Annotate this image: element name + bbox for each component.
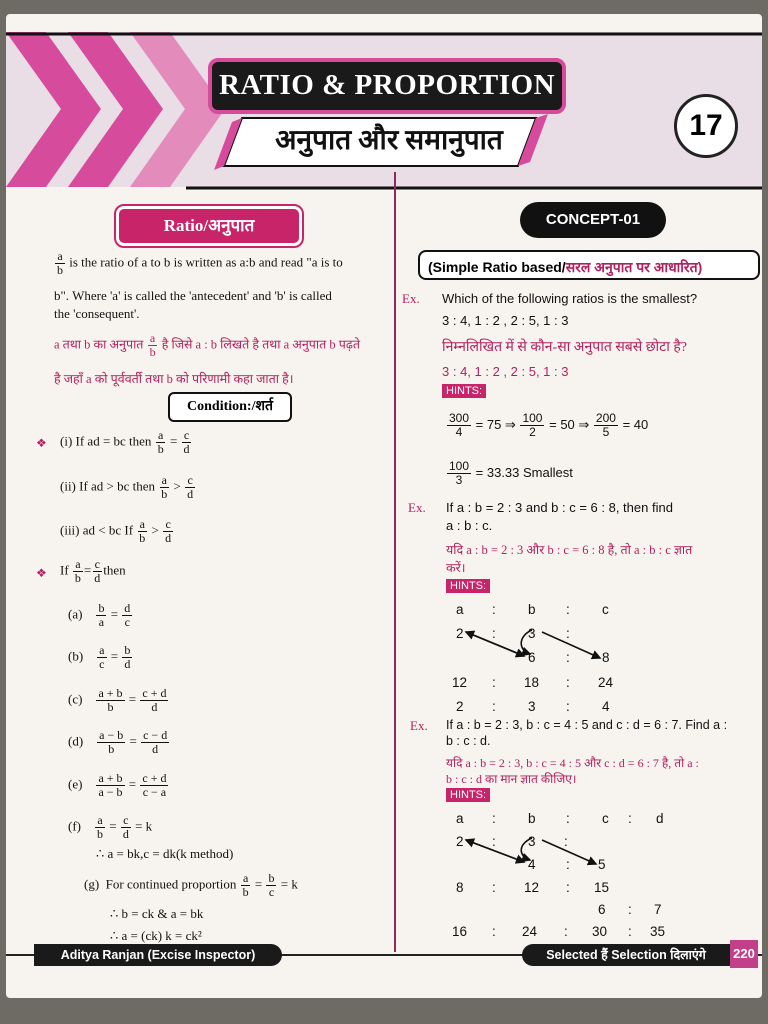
- example-label: Ex.: [402, 291, 420, 306]
- example-label: Ex.: [410, 718, 428, 733]
- hindi-line-1: a तथा b का अनुपात $\frac{a}{b}$ है जिसे a : b लिखते है तथा a अनुपात b पढ़ते: [54, 331, 360, 359]
- q3-question-line-2: b : c : d.: [446, 734, 491, 748]
- q3-hindi-line-1: यदि a : b = 2 : 3, b : c = 4 : 5 और c : d = 6 : 7 है, तो a :: [446, 756, 699, 770]
- q2-hindi-line-1: यदि a : b = 2 : 3 और b : c = 6 : 8 है, तो a : b : c ज्ञात: [446, 543, 693, 557]
- hints-label: HINTS:: [446, 579, 490, 593]
- property-d: (d) $\frac{a - b}{b}$ = $\frac{c - d}{d}$: [68, 728, 168, 756]
- q1-question-hindi: निम्नलिखित में से कौन-सा अनुपात सबसे छोटा है?: [442, 340, 688, 355]
- chapter-header: [6, 32, 762, 192]
- diamond-bullet-icon: ❖: [36, 436, 47, 450]
- property-c: (c) $\frac{a + b}{b}$ = $\frac{c + d}{d}$: [68, 686, 167, 714]
- q3-question-line-1: If a : b = 2 : 3, b : c = 4 : 5 and c : d = 6 : 7. Find a :: [446, 718, 728, 732]
- chapter-subtitle-hindi: अनुपात और समानुपात: [275, 125, 503, 156]
- simple-ratio-heading: (Simple Ratio based/सरल अनुपात पर आधारित): [418, 250, 760, 280]
- intro-fraction: $\frac{a}{b}$: [57, 249, 63, 277]
- q1-ratios-hindi: 3 : 4, 1 : 2 , 2 : 5, 1 : 3: [442, 364, 569, 379]
- condition-ii: (ii) If ad > bc then $\frac{a}{b}$ > $\frac{c}{d}$: [60, 473, 194, 501]
- intro-line-3: the 'consequent'.: [54, 306, 140, 321]
- hints-label: HINTS:: [442, 384, 486, 398]
- q2-question-line-2: a : b : c.: [446, 518, 493, 533]
- property-a: (a) $\frac{b}{a}$ = $\frac{d}{c}$: [68, 601, 131, 629]
- intro-line-1: $\frac{a}{b}$ is the ratio of a to b is written as a:b and read "a is to: [57, 249, 343, 277]
- diamond-bullet-icon: ❖: [36, 566, 47, 580]
- derivation-a: ∴ a = (ck) k = ck²: [110, 928, 202, 943]
- author-credit: Aditya Ranjan (Excise Inspector): [34, 944, 282, 966]
- footer-slogan: Selected हैं Selection दिलाएंगे: [522, 944, 730, 966]
- derivation-b: ∴ b = ck & a = bk: [110, 906, 204, 921]
- property-g: (g) For continued proportion $\frac{a}{b}$ = $\frac{b}{c}$ = k: [84, 871, 298, 899]
- page-footer: [6, 938, 762, 968]
- concept-heading: CONCEPT-01: [520, 202, 666, 238]
- q3-hindi-line-2: b : c : d का मान ज्ञात कीजिए।: [446, 772, 577, 786]
- property-b: (b) $\frac{a}{c}$ = $\frac{b}{d}$: [68, 643, 131, 671]
- hint1-calc: $\frac{300}{4}$ = 75 ⇒ $\frac{100}{2}$ = 50 ⇒ $\frac{200}{5}$ = 40: [449, 411, 649, 439]
- intro-line-2: b". Where 'a' is called the 'antecedent' and 'b' is called: [54, 288, 332, 303]
- example-label: Ex.: [408, 500, 426, 515]
- property-f: (f) $\frac{a}{b}$ = $\frac{c}{d}$ = k: [68, 813, 153, 841]
- property-e: (e) $\frac{a + b}{a - b}$ = $\frac{c + d}{c - a}$: [68, 771, 167, 799]
- condition-iii: (iii) ad < bc If $\frac{a}{b}$ > $\frac{c}{d}$: [60, 517, 172, 545]
- ratio-heading: Ratio/अनुपात: [116, 206, 302, 246]
- hints-label: HINTS:: [446, 788, 490, 802]
- chapter-number: 17: [674, 94, 738, 158]
- cross-arrows-icon: [446, 620, 626, 666]
- condition-heading: Condition:/शर्त: [168, 392, 292, 422]
- cross-arrows-icon: [446, 828, 626, 874]
- if-then-line: If $\frac{a}{b}$ = $\frac{c}{d}$ then: [60, 557, 126, 585]
- column-divider: [394, 172, 396, 952]
- q1-question: Which of the following ratios is the smallest?: [442, 291, 698, 306]
- condition-i: (i) If ad = bc then $\frac{a}{b}$ = $\frac{c}{d}$: [60, 428, 190, 456]
- q1-ratios: 3 : 4, 1 : 2 , 2 : 5, 1 : 3: [442, 313, 569, 328]
- hindi-line-2: है जहाँ a को पूर्ववर्ती तथा b को परिणामी कहा जाता है।: [54, 372, 294, 386]
- page: RATIO & PROPORTION अनुपात और समानुपात 17 Ratio/अनुपात $\frac{a}{b}$ is the ratio of a to b is written as a:b and read "a is to b". Where 'a' is called the 'antecedent' and 'b' is called the 'consequent'. a तथा b का अनुपात $\frac{a}{b}$ है जिसे a : b लिखते है तथा a अनुपात b पढ़ते है जहाँ a को पूर्ववर्ती तथा b को परिणामी कहा जाता है। Condition:/शर्त ❖ (i) If ad = bc then $\frac{a}{b}$ = $\frac{c}{d}$ (ii) If ad > bc then $\frac{a}{b}$ > $\frac{c}{d}$ (iii) ad < bc If $\frac{a}{b}$ > $\frac{c}{d}$ ❖ If $\frac{a}{b}$ = $\frac{c}{d}$ then (a) $\frac{b}{a}$ = $\frac{d}{c}$ (b) $\frac{a}{c}$ = $\frac{b}{d}$ (c) $\frac{a + b}{b}$ = $\frac{c + d}{d}$ (d) $\frac{a - b}{b}$ = $\frac{c - d}{d}$ (e) $\frac{a + b}{a - b}$ = $\frac{c + d}{c - a}$ (f) $\frac{a}{b}$ = $\frac{c}{d}$ = k ∴ a = bk,c = dk(k method) (g) For continued proportion $\frac{a}{b}$ = $\frac{b}{c}$ = k ∴ b = ck & a = bk ∴ a = (ck) k = ck² CONCEPT-01 (Simple Ratio based/सरल अनुपात पर आधारित) Ex. Which of the following ratios is the smallest? 3 : 4, 1 : 2 , 2 : 5, 1 : 3 निम्नलिखित में से कौन-सा अनुपात सबसे छोटा है? 3 : 4, 1 : 2 , 2 : 5, 1 : 3 HINTS: $\frac{300}{4}$ = 75 ⇒ $\frac{100}{2}$ = 50 ⇒ $\frac{200}{5}$ = 40 $\frac{100}{3}$ = 33.33 Smallest Ex. If a : b = 2 : 3 and b : c = 6 : 8, then find a : b : c. यदि a : b = 2 : 3 और b : c = 6 : 8 है, तो a : b : c ज्ञात करें। HINTS: a : b : c 2 : 3 : 6 : 8 12 : 18 : 24 2 : 3 : 4 Ex. If a : b = 2 : 3, b : c = 4 : 5 and c : d = 6 : 7. Find a : b : c : d. यदि a : b = 2 : 3, b : c = 4 : 5 और c : d = 6 : 7 है, तो a : b : c : d का मान ज्ञात कीजिए। HINTS: a : b : c : d 2 : 3 : 4 : 5 8 : 12 : 15 6 : 7 16 : 24 : 30 : 35 Aditya Ranjan (Excise Inspector) Selected हैं Selection दिलाएंगे 220: [6, 14, 762, 998]
- chapter-title: RATIO & PROPORTION: [208, 58, 566, 114]
- q2-hindi-line-2: करें।: [446, 561, 466, 575]
- page-number: 220: [730, 940, 758, 968]
- q2-question-line-1: If a : b = 2 : 3 and b : c = 6 : 8, then find: [446, 500, 673, 515]
- hint1-smallest: $\frac{100}{3}$ = 33.33 Smallest: [449, 459, 573, 487]
- k-method-line: ∴ a = bk,c = dk(k method): [96, 846, 234, 861]
